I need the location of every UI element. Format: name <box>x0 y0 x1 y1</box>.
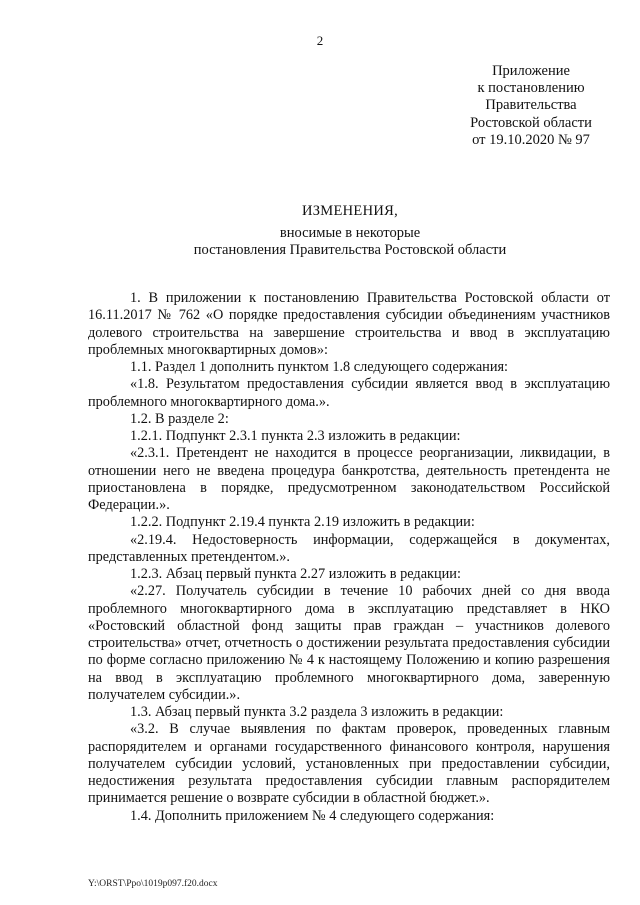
paragraph: 1.2.2. Подпункт 2.19.4 пункта 2.19 изложить в редакции: <box>130 514 475 531</box>
paragraph: 1. В приложении к постановлению Правительства Ростовской области от 16.11.2017 № 762 «О порядке предоставления субсидии объединениям участников долевого строительства на завершение строительства и ввод в эксплуатацию проблемных многоквартирных домов»: <box>88 290 610 358</box>
document-title: ИЗМЕНЕНИЯ, <box>301 203 399 219</box>
paragraph: 1.2.3. Абзац первый пункта 2.27 изложить в редакции: <box>130 566 461 582</box>
appendix-line: от 19.10.2020 № 97 <box>472 131 590 148</box>
paragraph: 1.2. В разделе 2: <box>130 410 229 427</box>
page-number: 2 <box>316 33 324 48</box>
file-path-footer: Y:\ORST\Ppo\1019p097.f20.docx <box>88 879 218 889</box>
paragraph: 1.3. Абзац первый пункта 3.2 раздела 3 изложить в редакции: <box>130 704 504 720</box>
document-subtitle-line1: вносимые в некоторые <box>279 225 421 241</box>
paragraph: «2.3.1. Претендент не находится в процессе реорганизации, ликвидации, в отношении него не введена процедура банкротства, деятельность претендента не приостановлена в порядке, предусмотренном законодательством Российской Федерации.». <box>88 445 610 513</box>
appendix-line: к постановлению <box>477 80 585 97</box>
document-body <box>88 290 610 825</box>
appendix-line: Приложение <box>492 63 570 79</box>
paragraph: «1.8. Результатом предоставления субсидии является ввод в эксплуатацию проблемного многоквартирного дома.». <box>88 376 610 410</box>
paragraph: «2.19.4. Недостоверность информации, содержащейся в документах, представленных претендентом.». <box>88 531 610 565</box>
appendix-block <box>436 63 626 149</box>
paragraph: 1.2.1. Подпункт 2.3.1 пункта 2.3 изложить в редакции: <box>130 428 461 444</box>
paragraph: «3.2. В случае выявления по фактам проверок, проведенных главным распорядителем и органами государственного финансового контроля, нарушения получателем субсидии условий, установленных при предоставлении субсидии, недостижения результата предоставления субсидии главным распорядителем принимается решение о возврате субсидии в областной бюджет.». <box>88 721 610 807</box>
appendix-line: Правительства <box>485 97 577 114</box>
appendix-line: Ростовской области <box>470 114 592 131</box>
document-subtitle-line2: постановления Правительства Ростовской области <box>193 242 507 258</box>
paragraph: 1.4. Дополнить приложением № 4 следующего содержания: <box>130 807 495 824</box>
paragraph: «2.27. Получатель субсидии в течение 10 рабочих дней со дня ввода проблемного многоквартирного дома в эксплуатацию представляет в НКО «Ростовский областной фонд защиты прав граждан – участников долевого строительства» отчет, отчетность о достижении результата предоставления субсидии по форме согласно приложению № 4 к настоящему Положению и копию разрешения на ввод в эксплуатацию проблемного многоквартирного дома, заверенную получателем субсидии.». <box>88 583 610 703</box>
paragraph: 1.1. Раздел 1 дополнить пунктом 1.8 следующего содержания: <box>130 359 509 375</box>
